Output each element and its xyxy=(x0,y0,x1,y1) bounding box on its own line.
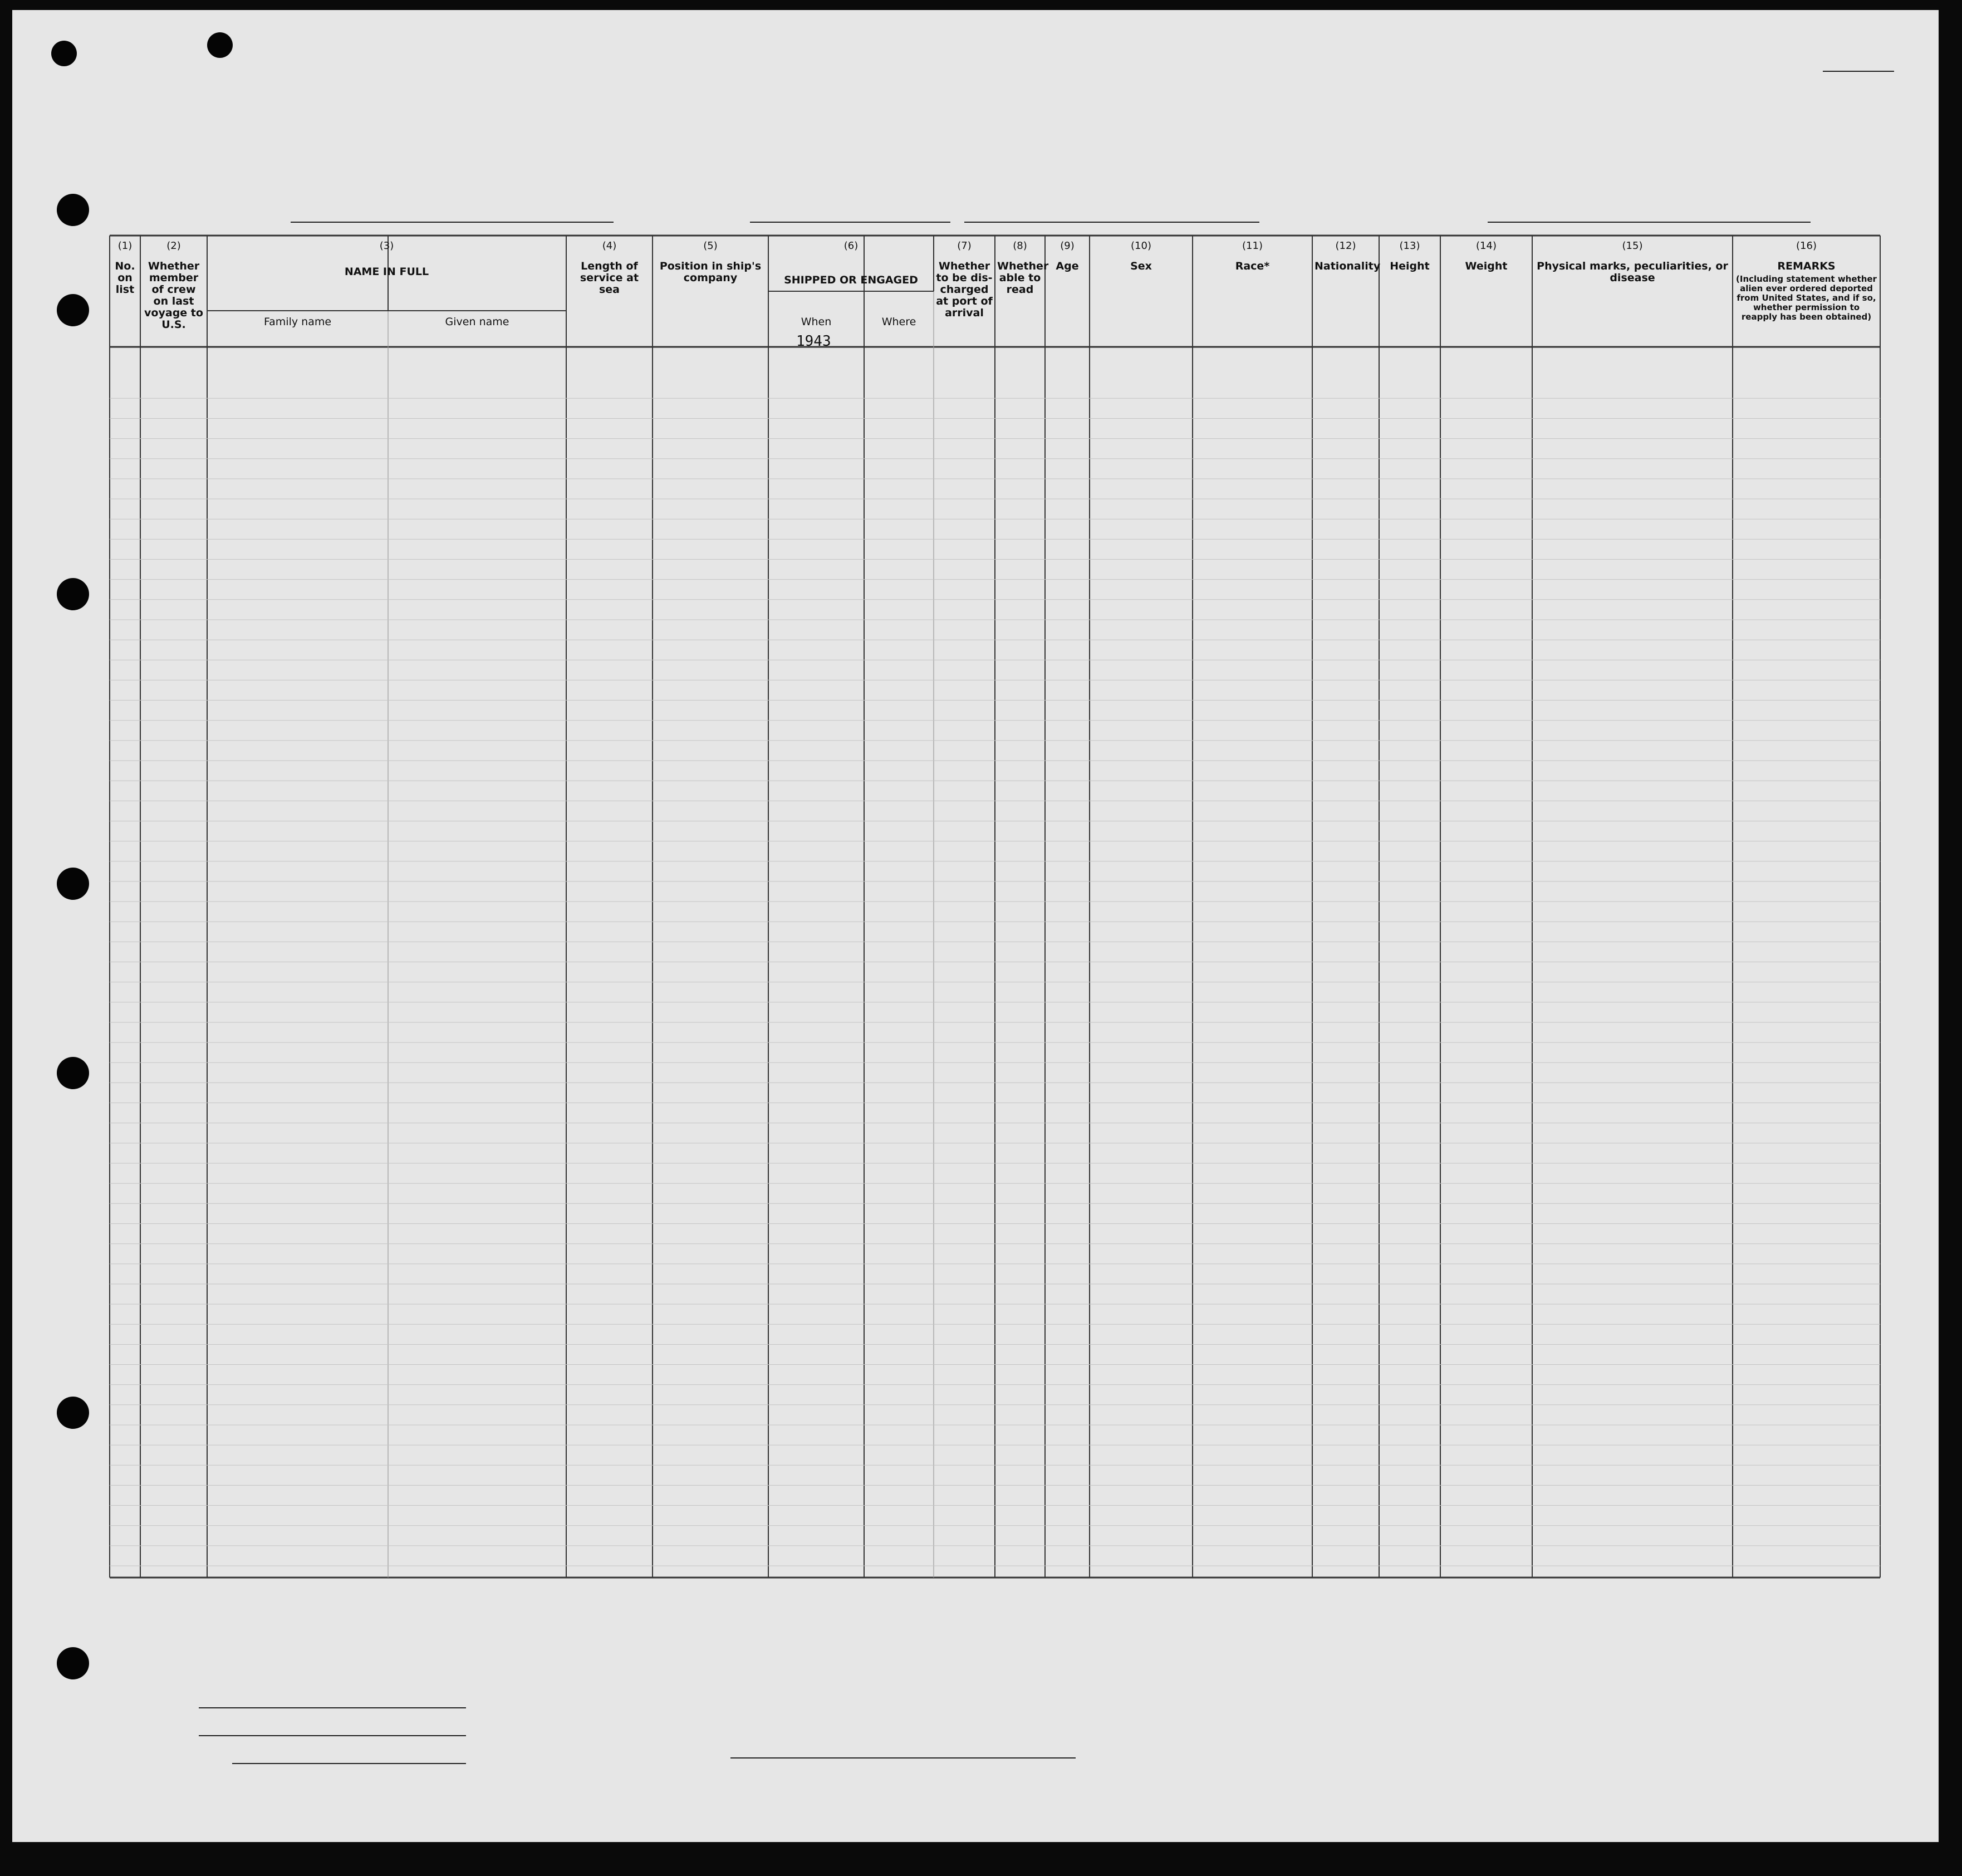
column-subheader: When xyxy=(801,316,832,328)
manifest-sheet xyxy=(12,10,1939,1842)
footer-agents-row xyxy=(140,1756,466,1766)
column-header: Whether member of crew on last voyage to U.S. xyxy=(144,260,203,331)
column-subheader: Given name xyxy=(445,316,509,328)
column-number: (13) xyxy=(1399,240,1420,252)
column-number: (16) xyxy=(1796,240,1817,252)
agents-value xyxy=(232,1763,466,1764)
column-number: (2) xyxy=(166,240,181,252)
column-header: Age xyxy=(1056,260,1079,272)
column-number: (11) xyxy=(1242,240,1263,252)
column-number: (9) xyxy=(1060,240,1075,252)
column-number: (1) xyxy=(117,240,133,252)
column-number: (3) xyxy=(379,240,394,252)
signature-line xyxy=(730,1757,1076,1759)
column-header: SHIPPED OR ENGAGED xyxy=(784,274,918,286)
column-header: Height xyxy=(1390,260,1430,272)
column-number: (7) xyxy=(957,240,972,252)
column-subheader: Where xyxy=(881,316,916,328)
column-header-detail: (Including statement whether alien ever ordered deported from United States, and if so, whether permission to reapply has been obtained) xyxy=(1736,274,1877,322)
column-header: Nationality xyxy=(1314,260,1381,272)
column-header: Race* xyxy=(1235,260,1270,272)
column-header: Physical marks, peculiarities, or disease xyxy=(1537,260,1728,284)
column-header: Position in ship's company xyxy=(659,260,762,284)
column-number: (5) xyxy=(703,240,718,252)
column-header: NAME IN FULL xyxy=(344,266,429,278)
column-number: (4) xyxy=(602,240,617,252)
shipped-year: 1943 xyxy=(796,333,831,350)
column-number: (15) xyxy=(1622,240,1643,252)
column-number: (8) xyxy=(1013,240,1027,252)
column-header: Sex xyxy=(1130,260,1152,272)
column-number: (10) xyxy=(1131,240,1151,252)
column-header: Length of service at sea xyxy=(580,260,639,296)
column-subheader: Family name xyxy=(263,316,332,328)
footer-line-row xyxy=(140,1700,466,1711)
owners-value xyxy=(199,1735,466,1736)
column-header: REMARKS xyxy=(1777,260,1836,272)
footer-owners-row xyxy=(140,1728,466,1738)
column-header: Whether to be dis-charged at port of arrival xyxy=(936,260,993,319)
column-number: (6) xyxy=(843,240,859,252)
column-number: (14) xyxy=(1476,240,1497,252)
column-header: No. on list xyxy=(115,260,135,296)
column-header: Whether able to read xyxy=(997,260,1049,296)
column-header: Weight xyxy=(1465,260,1508,272)
line-value xyxy=(199,1707,466,1708)
column-number: (12) xyxy=(1335,240,1356,252)
